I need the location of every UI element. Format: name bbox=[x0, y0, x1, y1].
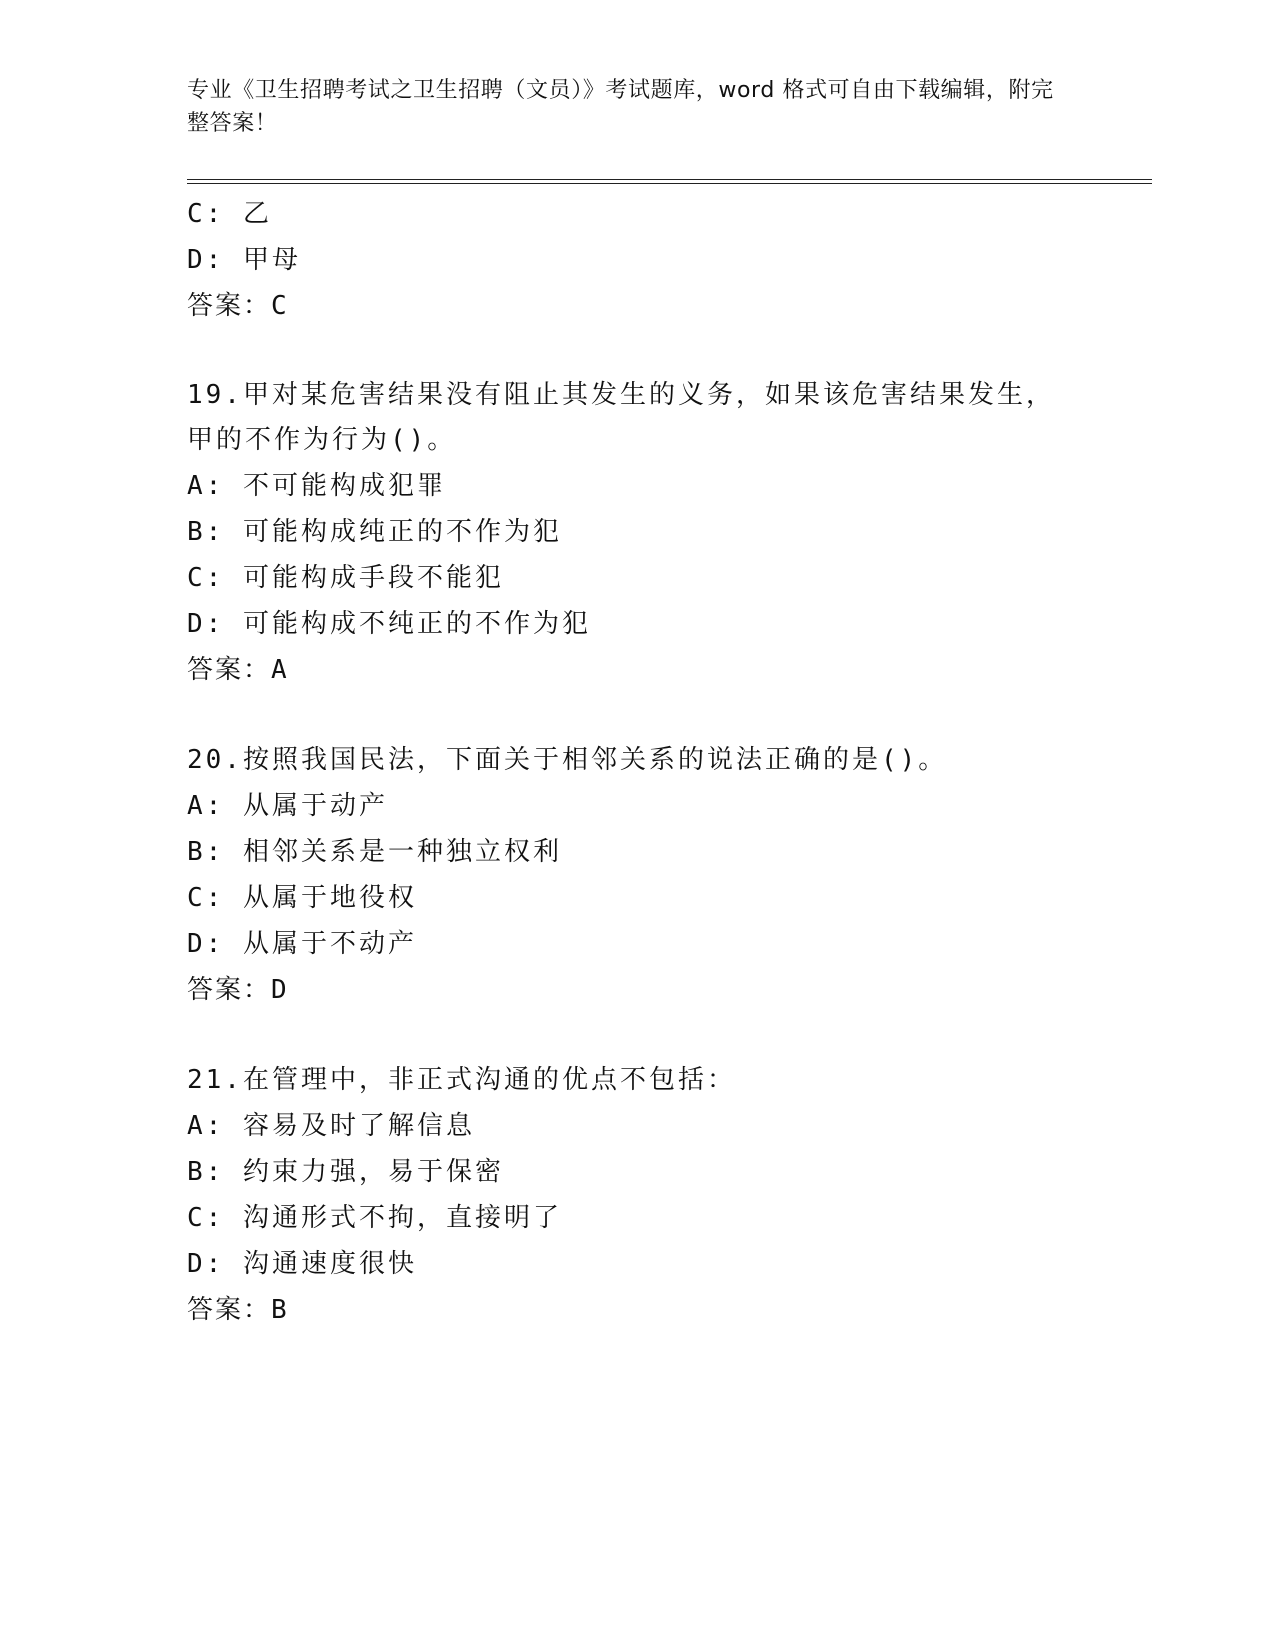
q20-option-c: C: 从属于地役权 bbox=[187, 883, 417, 913]
header-text: 专业《卫生招聘考试之卫生招聘（文员）》考试题库，word 格式可自由下载编辑，附完整答案！ bbox=[187, 78, 1054, 136]
q18-option-d: D: 甲母 bbox=[187, 245, 301, 275]
answer-label: 答案： bbox=[187, 975, 272, 1005]
answer-label: 答案： bbox=[187, 291, 272, 321]
header-divider-top bbox=[187, 179, 1152, 180]
answer-value: A bbox=[271, 655, 287, 685]
q20-option-a: A: 从属于动产 bbox=[187, 791, 388, 821]
q21-option-c: C: 沟通形式不拘，直接明了 bbox=[187, 1203, 562, 1233]
header-divider-bottom bbox=[187, 183, 1152, 184]
q20-option-d: D: 从属于不动产 bbox=[187, 929, 417, 959]
answer-value: B bbox=[271, 1295, 287, 1325]
q19-option-b: B: 可能构成纯正的不作为犯 bbox=[187, 517, 562, 547]
page-header bbox=[187, 74, 1067, 140]
q20-answer bbox=[187, 967, 1087, 1013]
q18-answer bbox=[187, 283, 1087, 329]
q21-option-a: A: 容易及时了解信息 bbox=[187, 1111, 475, 1141]
q21-option-b: B: 约束力强，易于保密 bbox=[187, 1157, 504, 1187]
q19-answer bbox=[187, 647, 1087, 693]
q19-option-d: D: 可能构成不纯正的不作为犯 bbox=[187, 609, 591, 639]
q21-option-d: D: 沟通速度很快 bbox=[187, 1249, 417, 1279]
q21-question: 21.在管理中，非正式沟通的优点不包括： bbox=[187, 1065, 736, 1095]
answer-label: 答案： bbox=[187, 1295, 272, 1325]
q20-question: 20.按照我国民法，下面关于相邻关系的说法正确的是()。 bbox=[187, 745, 948, 775]
answer-value: D bbox=[271, 975, 287, 1005]
question-list bbox=[187, 191, 1087, 1333]
q19-question: 19.甲对某危害结果没有阻止其发生的义务，如果该危害结果发生，甲的不作为行为()。 bbox=[187, 380, 1055, 455]
q21-answer bbox=[187, 1287, 1087, 1333]
q20-option-b: B: 相邻关系是一种独立权利 bbox=[187, 837, 562, 867]
q18-option-c: C: 乙 bbox=[187, 199, 272, 229]
q19-option-c: C: 可能构成手段不能犯 bbox=[187, 563, 504, 593]
q19-option-a: A: 不可能构成犯罪 bbox=[187, 471, 446, 501]
answer-label: 答案： bbox=[187, 655, 272, 685]
answer-value: C bbox=[271, 291, 287, 321]
